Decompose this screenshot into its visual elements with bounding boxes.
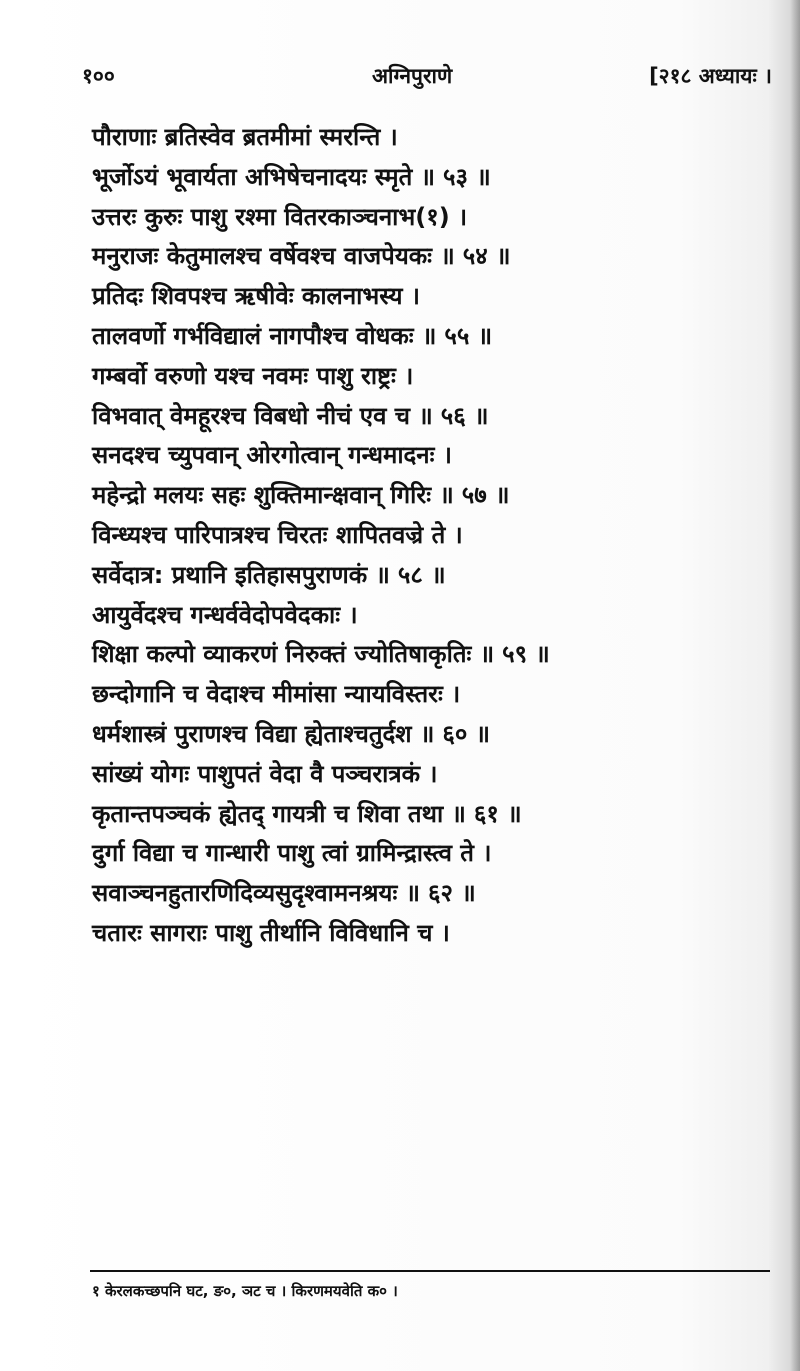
- verse-line: [92, 874, 772, 914]
- verse-number: ५४ ॥: [462, 242, 511, 271]
- verse-number: ६२ ॥: [428, 879, 476, 908]
- section-label: [२१८ अध्यायः ।: [649, 64, 772, 88]
- verse-text: शिक्षा कल्पो व्याकरणं निरुक्तं ज्योतिषाकृतिः ॥: [92, 640, 495, 669]
- verse-line: [92, 914, 772, 954]
- verse-number: ५७ ॥: [461, 481, 510, 510]
- verse-line: [92, 118, 772, 158]
- verse-text: सनदश्च च्युपवान् ओरगोत्वान् गन्धमादनः ।: [92, 441, 452, 470]
- verse-text: भूर्जोऽयं भूवार्यता अभिषेचनादयः स्मृते ॥: [92, 162, 436, 191]
- verse-number: ६१ ॥: [473, 799, 522, 828]
- verse-text: सांख्यं योगः पाशुपतं वेदा वै पञ्चरात्रकं ।: [92, 759, 438, 788]
- verse-text: सर्वेदात्र: प्रथानि इतिहासपुराणकं ॥: [92, 560, 390, 589]
- verse-line: [92, 516, 772, 556]
- footnote: १ केरलकच्छपनि घट, ङ०, ञट च । किरणमयवेति क० ।: [92, 1282, 398, 1300]
- verse-number: ५३ ॥: [443, 162, 491, 191]
- verse-line: [92, 476, 772, 516]
- verse-line: [92, 556, 772, 596]
- verse-number: ६० ॥: [442, 719, 491, 748]
- verse-line: [92, 397, 772, 437]
- verse-text: तालवर्णो गर्भविद्यालं नागपौश्च वोधकः ॥: [92, 321, 437, 350]
- footnote-divider: [90, 1270, 770, 1272]
- verse-text: छन्दोगानि च वेदाश्च मीमांसा न्यायविस्तरः ।: [92, 680, 461, 709]
- verse-text: महेन्द्रो मलयः सहः शुक्तिमान्क्षवान् गिरिः ॥: [92, 481, 454, 510]
- verse-line: [92, 198, 772, 238]
- verse-text: विन्ध्यश्च पारिपात्रश्च चिरतः शापितवज्रे ते ।: [92, 520, 463, 549]
- verse-line: [92, 795, 772, 835]
- verse-text: आयुर्वेदश्च गन्धर्ववेदोपवेदकाः ।: [92, 600, 358, 629]
- verse-line: [92, 317, 772, 357]
- verse-text: धर्मशास्त्रं पुराणश्च विद्या ह्येताश्चतुर्दश ॥: [92, 719, 435, 748]
- verse-block: [92, 118, 772, 954]
- verse-text: विभवात् वेमहूरश्च विबधो नीचं एव च ॥: [92, 401, 433, 430]
- verse-text: सवाञ्चनहुतारणिदिव्यसुदृश्वामनश्रयः ॥: [92, 879, 421, 908]
- verse-text: कृतान्तपञ्चकं ह्येतद् गायत्री च शिवा तथा ॥: [92, 799, 466, 828]
- verse-text: मनुराजः केतुमालश्च वर्षेवश्च वाजपेयकः ॥: [92, 242, 455, 271]
- verse-line: [92, 596, 772, 636]
- verse-text: पौराणाः ब्रतिस्वेव ब्रतमीमां स्मरन्ति ।: [92, 123, 398, 151]
- verse-text: उत्तरः कुरुः पाशु रश्मा वितरकाञ्चनाभ(१) ।: [92, 202, 468, 231]
- verse-line: [92, 755, 772, 795]
- verse-number: ५५ ॥: [444, 321, 493, 350]
- verse-line: [92, 675, 772, 715]
- running-title: अग्निपुराणे: [372, 64, 453, 88]
- verse-line: [92, 357, 772, 397]
- verse-text: चतारः सागराः पाशु तीर्थानि विविधानि च ।: [92, 918, 450, 947]
- verse-line: [92, 635, 772, 675]
- verse-number: ५९ ॥: [502, 640, 550, 669]
- verse-line: [92, 277, 772, 317]
- verse-line: [92, 237, 772, 277]
- verse-number: ५६ ॥: [440, 401, 489, 430]
- page-edge-shadow: [790, 0, 800, 1371]
- verse-text: दुर्गा विद्या च गान्धारी पाशु त्वां ग्रामिन्द्रास्त्व ते ।: [92, 839, 492, 868]
- verse-line: [92, 834, 772, 874]
- verse-text: प्रतिदः शिवपश्च ऋषीवेः कालनाभस्य ।: [92, 282, 420, 311]
- verse-line: [92, 436, 772, 476]
- verse-number: ५८ ॥: [397, 560, 446, 589]
- page-number: १००: [82, 64, 115, 88]
- running-header: [82, 62, 772, 92]
- verse-text: गम्बर्वो वरुणो यश्च नवमः पाशु राष्ट्रः ।: [92, 361, 414, 390]
- verse-line: [92, 715, 772, 755]
- verse-line: [92, 158, 772, 198]
